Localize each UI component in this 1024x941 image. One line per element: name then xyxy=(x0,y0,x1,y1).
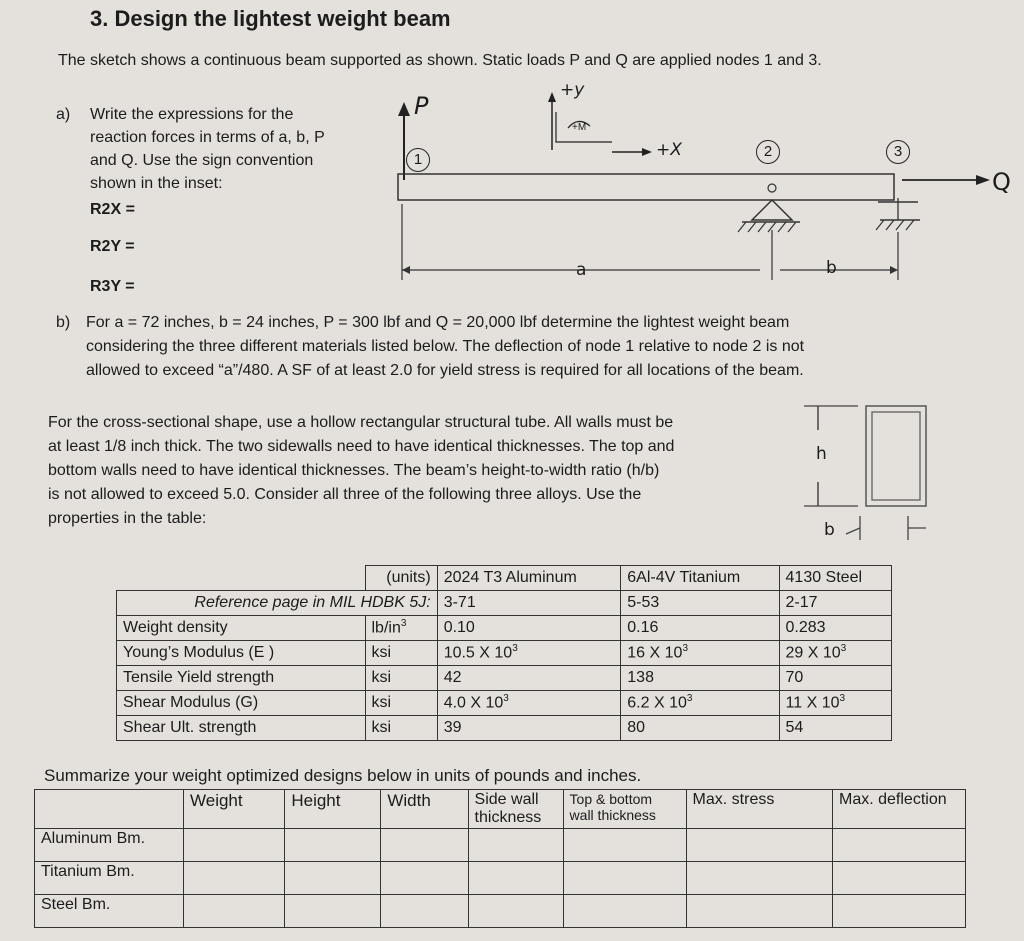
table-cell xyxy=(35,790,184,829)
table-cell xyxy=(563,895,686,928)
table-cell xyxy=(285,895,381,928)
table-cell: Tensile Yield strength xyxy=(117,666,366,691)
table-header-cell: Max. stress xyxy=(686,790,832,829)
table-cell: 4.0 X $10^3$ xyxy=(437,691,621,716)
node-1-marker: 1 xyxy=(406,148,430,172)
table-cell xyxy=(563,862,686,895)
part-a-line: shown in the inset: xyxy=(90,175,223,192)
table-cell: Reference page in MIL HDBK 5J: xyxy=(117,591,438,616)
table-cell xyxy=(833,829,966,862)
plus-x-label: +X xyxy=(656,140,682,160)
node-3-marker: 3 xyxy=(886,140,910,164)
cross-section-sketch xyxy=(796,400,956,550)
r2x-label: R2X = xyxy=(90,201,135,218)
table-cell: ksi xyxy=(365,666,437,691)
summary-table xyxy=(34,789,966,928)
table-cell xyxy=(184,862,285,895)
table-cell: 0.283 xyxy=(779,616,891,641)
table-cell xyxy=(833,895,966,928)
cross-section-line: bottom walls need to have identical thicknesses. The beam’s height-to-width ratio (h/b) xyxy=(48,462,660,479)
problem-title: 3. Design the lightest weight beam xyxy=(90,6,451,31)
beam-diagram xyxy=(380,80,1020,290)
table-header-cell: Weight xyxy=(184,790,285,829)
table-header-cell: 6Al-4V Titanium xyxy=(621,566,779,591)
cross-section-line: properties in the table: xyxy=(48,510,207,527)
cross-section-line: For the cross-sectional shape, use a hollow rectangular structural tube. All walls must be xyxy=(48,414,674,431)
table-row xyxy=(117,591,892,616)
table-cell: 29 X $10^3$ xyxy=(779,641,891,666)
table-cell: 42 xyxy=(437,666,621,691)
table-row xyxy=(35,895,966,928)
table-cell: Weight density xyxy=(117,616,366,641)
table-row xyxy=(117,691,892,716)
table-cell xyxy=(468,895,563,928)
pin-support-node2 xyxy=(752,200,792,220)
table-row xyxy=(117,666,892,691)
table-row xyxy=(117,616,892,641)
table-cell xyxy=(381,829,468,862)
table-cell xyxy=(184,895,285,928)
table-row xyxy=(117,641,892,666)
table-cell xyxy=(285,829,381,862)
table-cell: 80 xyxy=(621,716,779,741)
table-cell: 0.10 xyxy=(437,616,621,641)
width-label: b xyxy=(824,520,835,540)
table-row xyxy=(35,829,966,862)
table-cell: 16 X $10^3$ xyxy=(621,641,779,666)
r2y-label: R2Y = xyxy=(90,238,135,255)
table-cell xyxy=(833,862,966,895)
table-cell: Shear Modulus (G) xyxy=(117,691,366,716)
load-p-label: P xyxy=(414,92,429,120)
table-header-cell: 4130 Steel xyxy=(779,566,891,591)
table-header-row xyxy=(117,566,892,591)
part-a-line: Write the expressions for the xyxy=(90,106,294,123)
table-cell xyxy=(686,862,832,895)
part-a-letter: a) xyxy=(56,106,71,123)
table-cell xyxy=(563,829,686,862)
table-cell xyxy=(381,862,468,895)
table-cell: 5-53 xyxy=(621,591,779,616)
table-header-cell: Max. deflection xyxy=(833,790,966,829)
summary-heading: Summarize your weight optimized designs below in units of pounds and inches. xyxy=(44,766,642,785)
table-cell: 3-71 xyxy=(437,591,621,616)
table-cell: 0.16 xyxy=(621,616,779,641)
dim-a-label: a xyxy=(576,260,587,280)
cross-section-line: at least 1/8 inch thick. The two sidewalls need to have identical thicknesses. The top and xyxy=(48,438,675,455)
plus-y-label: +y xyxy=(560,80,585,100)
table-row xyxy=(35,862,966,895)
height-label: h xyxy=(816,444,827,464)
table-cell: ksi xyxy=(365,691,437,716)
plus-m-label: +M xyxy=(572,122,587,133)
table-header-cell: Side wall thickness xyxy=(468,790,563,829)
part-b-line: allowed to exceed “a”/480. A SF of at least 2.0 for yield stress is required for all locations of the beam. xyxy=(86,362,804,379)
table-cell: $lb/in^3$ xyxy=(365,616,437,641)
table-cell xyxy=(117,566,366,591)
table-cell: Shear Ult. strength xyxy=(117,716,366,741)
table-row-label: Steel Bm. xyxy=(35,895,184,928)
table-cell: 10.5 X $10^3$ xyxy=(437,641,621,666)
part-a-line: reaction forces in terms of a, b, P xyxy=(90,129,325,146)
beam-body xyxy=(398,174,894,200)
table-cell: 39 xyxy=(437,716,621,741)
table-header-cell: Height xyxy=(285,790,381,829)
table-cell xyxy=(468,829,563,862)
table-header-cell: 2024 T3 Aluminum xyxy=(437,566,621,591)
table-cell: ksi xyxy=(365,641,437,666)
node-2-marker: 2 xyxy=(756,140,780,164)
part-b-letter: b) xyxy=(56,314,71,331)
load-q-label: Q xyxy=(992,168,1011,196)
dim-b-label: b xyxy=(826,258,837,278)
part-b-line: For a = 72 inches, b = 24 inches, P = 300 lbf and Q = 20,000 lbf determine the lightest weight beam xyxy=(86,314,790,331)
table-row-label: Titanium Bm. xyxy=(35,862,184,895)
part-b-line: considering the three different materials listed below. The deflection of node 1 relative to node 2 is not xyxy=(86,338,805,355)
table-cell: 138 xyxy=(621,666,779,691)
load-p-arrowhead xyxy=(398,102,410,116)
table-cell xyxy=(184,829,285,862)
material-properties-table xyxy=(116,565,892,741)
table-cell xyxy=(468,862,563,895)
table-row-label: Aluminum Bm. xyxy=(35,829,184,862)
cross-section-line: is not allowed to exceed 5.0. Consider all three of the following three alloys. Use the xyxy=(48,486,642,503)
table-cell: ksi xyxy=(365,716,437,741)
table-cell: 54 xyxy=(779,716,891,741)
table-header-cell: Top & bottom wall thickness xyxy=(563,790,686,829)
table-cell xyxy=(686,895,832,928)
table-cell: 2-17 xyxy=(779,591,891,616)
table-cell: 70 xyxy=(779,666,891,691)
table-cell xyxy=(381,895,468,928)
table-header-row xyxy=(35,790,966,829)
table-row xyxy=(117,716,892,741)
table-cell xyxy=(285,862,381,895)
table-cell: Young’s Modulus (E ) xyxy=(117,641,366,666)
table-cell: 6.2 X $10^3$ xyxy=(621,691,779,716)
table-header-cell: Width xyxy=(381,790,468,829)
table-cell xyxy=(686,829,832,862)
intro-text: The sketch shows a continuous beam supported as shown. Static loads P and Q are applied nodes 1 and 3. xyxy=(58,52,822,69)
part-a-line: and Q. Use the sign convention xyxy=(90,152,314,169)
r3y-label: R3Y = xyxy=(90,278,135,295)
table-header-cell: (units) xyxy=(365,566,437,591)
table-cell: 11 X $10^3$ xyxy=(779,691,891,716)
